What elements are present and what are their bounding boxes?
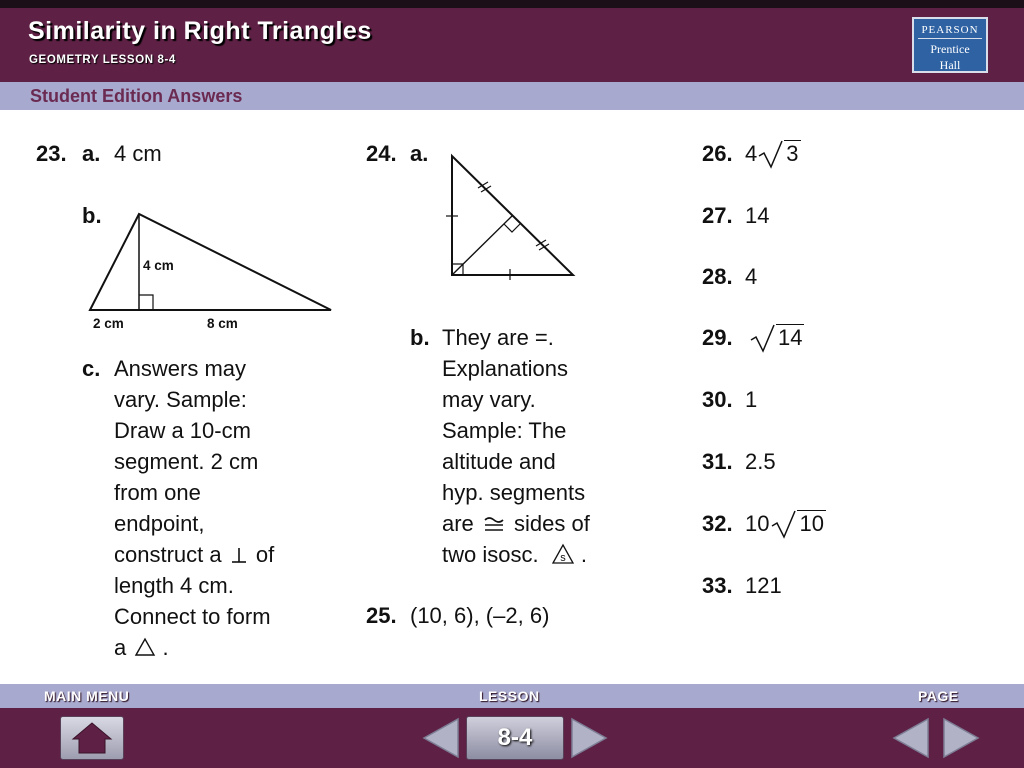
q32-answer	[745, 508, 826, 539]
q25-answer: (10, 6), (–2, 6)	[410, 603, 550, 628]
arrow-right-icon	[572, 719, 606, 757]
q23-height-label: 4 cm	[143, 258, 174, 273]
q23-c-line3: Draw a 10-cm	[114, 418, 251, 443]
footer-nav-labels	[0, 684, 1024, 708]
q24-number: 24.	[366, 141, 397, 166]
q25-number: 25.	[366, 603, 397, 628]
footer-nav	[0, 708, 1024, 768]
q23-triangle	[90, 214, 331, 310]
pearson-logo	[912, 17, 988, 73]
q24-b-line4: Sample: The	[442, 418, 567, 443]
square-root-icon	[758, 139, 784, 169]
q24-b-isosc-text: two isosc.	[442, 542, 539, 567]
arrow-right-icon	[944, 719, 978, 757]
prev-page-button[interactable]	[890, 716, 930, 760]
q23-left-segment-label: 2 cm	[93, 316, 124, 331]
q23-right-segment-label: 8 cm	[207, 316, 238, 331]
q24-b-line8	[442, 539, 587, 570]
home-icon	[61, 717, 123, 759]
q23-b-label: b.	[82, 203, 102, 228]
main-menu-label: MAIN MENU	[44, 688, 130, 704]
section-label: Student Edition Answers	[30, 86, 243, 106]
q24-altitude	[452, 216, 512, 275]
q24-b-label: b.	[410, 325, 430, 350]
q24-b-line6: hyp. segments	[442, 480, 586, 505]
q33-answer: 121	[745, 573, 782, 598]
q23-triangle-figure	[80, 206, 342, 332]
prev-lesson-button[interactable]	[420, 716, 460, 760]
q24-b-line5: altitude and	[442, 449, 556, 474]
q23-c-line8: length 4 cm.	[114, 573, 234, 598]
logo-line1: PEARSON	[918, 24, 982, 39]
q24-b-line3: may vary.	[442, 387, 536, 412]
section-band	[0, 82, 1024, 110]
triangle-icon	[134, 637, 156, 657]
q23-c-line7	[114, 539, 274, 570]
q23-c-line6: endpoint,	[114, 511, 205, 536]
q33-number: 33.	[702, 573, 733, 598]
q24-b-are-text: are	[442, 511, 474, 536]
q24-b-line2: Explanations	[442, 356, 568, 381]
q29-radicand: 14	[778, 325, 803, 350]
q29-number: 29.	[702, 325, 733, 350]
q32-radicand: 10	[799, 511, 824, 536]
arrow-left-icon	[424, 719, 458, 757]
q23-c-a-text: a	[114, 635, 127, 660]
square-root-icon	[771, 509, 797, 539]
q23-c-line5: from one	[114, 480, 201, 505]
q23-c-of-text: of	[255, 542, 275, 567]
q27-number: 27.	[702, 203, 733, 228]
q32-number: 32.	[702, 511, 733, 536]
lesson-number-button[interactable]: 8-4	[466, 716, 564, 760]
logo-line2: Prentice	[930, 42, 970, 56]
q24-a-label: a.	[410, 141, 429, 166]
q24-b-sides-text: sides of	[514, 511, 590, 536]
q28-answer: 4	[745, 264, 758, 289]
q24-triangle-figure	[440, 148, 582, 280]
q26-answer	[745, 138, 801, 169]
header	[0, 8, 1024, 82]
q23-c-line10	[114, 632, 169, 663]
top-border	[0, 0, 1024, 8]
q24-altitude-right-mark	[504, 224, 520, 232]
q23-number: 23.	[36, 141, 67, 166]
q23-c-line2: vary. Sample:	[114, 387, 247, 412]
q23-c-line9: Connect to form	[114, 604, 271, 629]
q23-c-period: .	[162, 635, 169, 660]
q24-b-line1: They are =.	[442, 325, 554, 350]
q23-c-label: c.	[82, 356, 101, 381]
q28-number: 28.	[702, 264, 733, 289]
q26-coefficient: 4	[745, 141, 758, 166]
q23-c-line4: segment. 2 cm	[114, 449, 259, 474]
page-subtitle: GEOMETRY LESSON 8-4	[29, 54, 176, 66]
q23-a-label: a.	[82, 141, 101, 166]
square-root-icon	[750, 323, 776, 353]
main-menu-button[interactable]	[60, 716, 124, 760]
q29-answer	[750, 322, 804, 353]
next-page-button[interactable]	[942, 716, 982, 760]
q31-answer: 2.5	[745, 449, 776, 474]
answers-content	[0, 110, 1024, 684]
congruent-icon	[483, 515, 505, 533]
page-label: PAGE	[918, 688, 959, 704]
q30-answer: 1	[745, 387, 758, 412]
logo-line3: Hall	[939, 58, 961, 72]
next-lesson-button[interactable]	[570, 716, 610, 760]
q26-radicand: 3	[786, 141, 799, 166]
q23-c-construct-text: construct a	[114, 542, 222, 567]
q23-right-angle-mark	[139, 295, 153, 310]
perpendicular-icon	[230, 546, 248, 564]
triangles-icon	[551, 543, 575, 565]
q31-number: 31.	[702, 449, 733, 474]
q24-b-line7	[442, 508, 590, 539]
q23-c-line1: Answers may	[114, 356, 247, 381]
q27-answer: 14	[745, 203, 770, 228]
arrow-left-icon	[894, 719, 928, 757]
q32-coefficient: 10	[745, 511, 770, 536]
page-title: Similarity in Right Triangles	[28, 17, 372, 45]
q30-number: 30.	[702, 387, 733, 412]
q23-a-answer: 4 cm	[114, 141, 162, 166]
lesson-label: LESSON	[479, 688, 540, 704]
q26-number: 26.	[702, 141, 733, 166]
svg-text:s: s	[559, 552, 566, 564]
q24-b-period: .	[580, 542, 587, 567]
